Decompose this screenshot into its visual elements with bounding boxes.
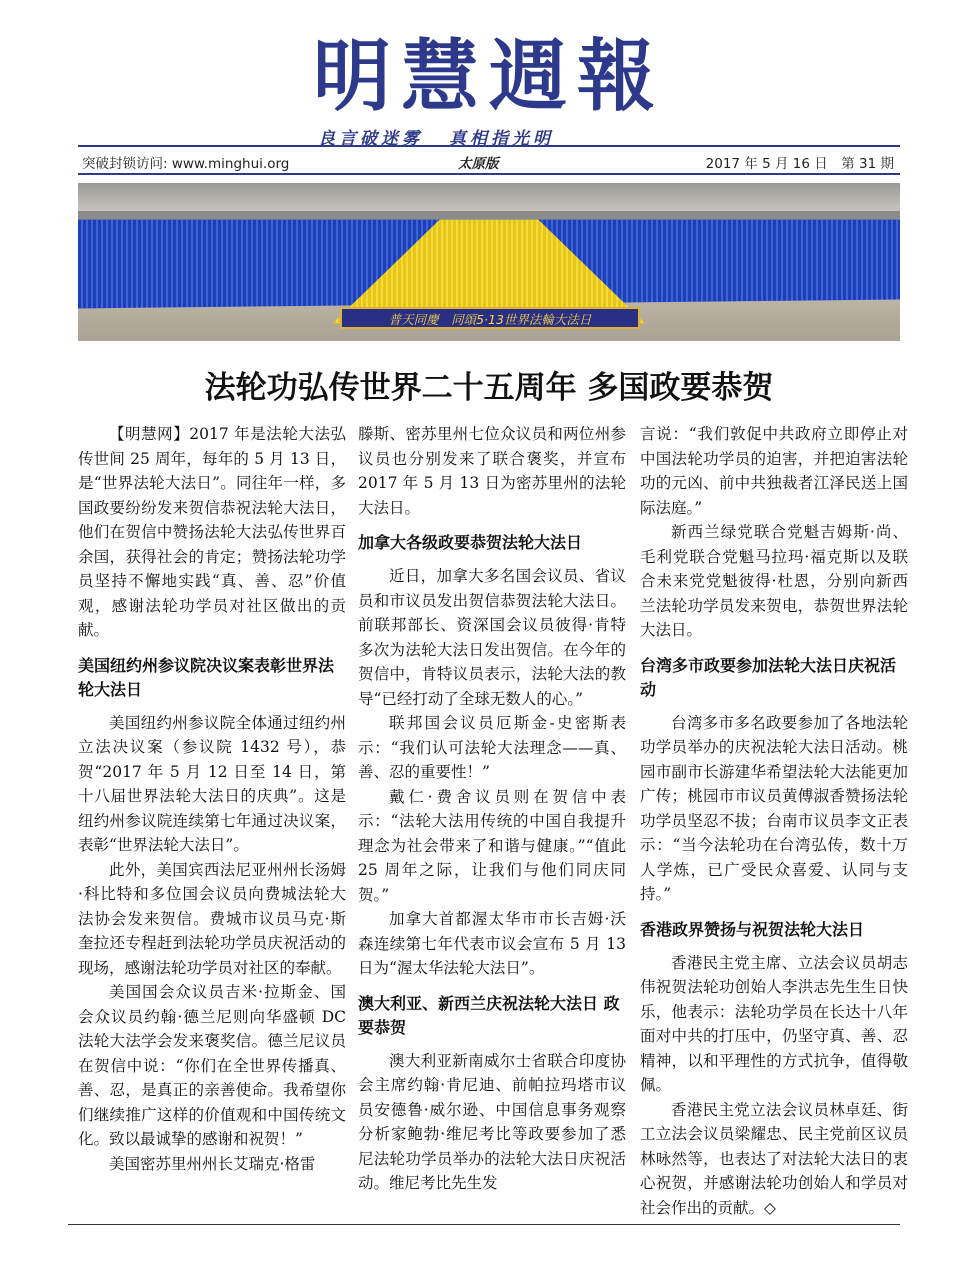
masthead-title: 明慧週報	[312, 32, 665, 122]
section-heading: 美国纽约州参议院决议案表彰世界法轮大法日	[78, 655, 335, 699]
paragraph: 戴仁·费舍议员则在贺信中表示：“法轮大法用传统的中国自我提升理念为社会带来了和谐与健康。”“值此 25 周年之际，让我们与他们同庆同贺。”	[358, 787, 626, 904]
issue-date: 2017 年 5 月 16 日 第 31 期	[705, 156, 894, 172]
paragraph: 近日，加拿大多名国会议员、省议员和市议员发出贺信恭贺法轮大法日。前联邦部长、资深国会议员彼得·肯特多次为法轮大法日发出贺信。在今年的贺信中，肯特议员表示，法轮大法的教导“已经打动了全球无数人的心。”	[358, 567, 626, 708]
section-heading: 香港政界赞扬与祝贺法轮大法日	[640, 919, 865, 939]
paragraph: 台湾多市多名政要参加了各地法轮功学员举办的庆祝法轮大法日活动。桃园市副市长游建华希望法轮大法能更加广传；桃园市市议员黄傅淑香赞扬法轮功学员坚忍不拔；台南市议员李文正表示：“当今法轮功在台湾弘传，数十万人学炼，已广受民众喜爱、认同与支持。”	[640, 713, 908, 903]
paragraph: 澳大利亚新南威尔士省联合印度协会主席约翰·肯尼迪、前帕拉玛塔市议员安德鲁·威尔逊、中国信息事务观察分析家鲍勃·维尼考比等政要参加了悉尼法轮功学员举办的法轮大法日庆祝活动。维尼考比先生发	[358, 1051, 626, 1192]
info-bar	[78, 145, 900, 175]
paragraph: 加拿大首都渥太华市市长吉姆·沃森连续第七年代表市议会宣布 5 月 13 日为“渥太华法轮大法日”。	[358, 910, 626, 977]
bottom-rule	[68, 1224, 900, 1225]
column-2	[358, 422, 626, 1196]
paragraph: 美国国会众议员吉米·拉斯金、国会众议员约翰·德兰尼则向华盛顿 DC 法轮大法学会发来褒奖信。德兰尼议员在贺信中说：“你们在全世界传播真、善、忍，是真正的亲善使命。我希望你们继续推广这样的价值观和中国传统文化。致以最诚挚的感谢和祝贺！”	[78, 983, 346, 1148]
access-url: 突破封锁访问: www.minghui.org	[82, 156, 290, 172]
photo-banner: 普天同慶 同頌5·13世界法輪大法日	[340, 307, 640, 329]
paragraph: 香港民主党立法会议员林卓廷、街工立法会议员梁耀忠、民主党前区议员林咏然等，也表达了对法轮大法日的衷心祝贺，并感谢法轮功创始人和学员对社会作出的贡献。◇	[640, 1100, 908, 1217]
section-heading: 加拿大各级政要恭贺法轮大法日	[358, 533, 583, 552]
slogan-right: 真相指光明	[449, 129, 554, 149]
paragraph: 此外，美国宾西法尼亚州州长汤姆·科比特和多位国会议员向费城法轮大法协会发来贺信。费城市议员马克·斯奎拉还专程赶到法轮功学员庆祝活动的现场，感谢法轮功学员对社区的奉献。	[78, 860, 346, 977]
photo-sky	[78, 183, 900, 211]
slogan-left: 良言破迷雾	[318, 129, 423, 149]
paragraph: 滕斯、密苏里州七位众议员和两位州参议员也分别发来了联合褒奖，并宣布 2017 年 5 月 13 日为密苏里州的法轮大法日。	[358, 425, 626, 517]
paragraph: 【明慧网】2017 年是法轮大法弘传世间 25 周年，每年的 5 月 13 日，是“世界法轮大法日”。同往年一样，多国政要纷纷发来贺信恭祝法轮大法日，他们在贺信中赞扬法轮大法弘传世界百余国，获得社会的肯定；赞扬法轮功学员坚持不懈地实践“真、善、忍”价值观，感谢法轮功学员对社区做出的贡献。	[78, 425, 346, 639]
column-3	[640, 422, 908, 1220]
section-heading: 澳大利亚、新西兰庆祝法轮大法日 政要恭贺	[358, 993, 620, 1037]
headline: 法轮功弘传世界二十五周年 多国政要恭贺	[204, 370, 774, 406]
column-1	[78, 422, 346, 1176]
paragraph: 新西兰绿党联合党魁吉姆斯·尚、毛利党联合党魁马拉玛·福克斯以及联合未来党党魁彼得·杜恩，分别向新西兰法轮功学员发来贺电，恭贺世界法轮大法日。	[640, 523, 908, 639]
paragraph: 联邦国会议员厄斯金-史密斯表示：“我们认可法轮大法理念——真、善、忍的重要性！”	[358, 714, 626, 781]
paragraph: 香港民主党主席、立法会议员胡志伟祝贺法轮功创始人李洪志先生生日快乐，他表示：法轮功学员在长达十八年面对中共的打压中，仍坚守真、善、忍精神，以和平理性的方式抗争，值得敬佩。	[640, 953, 908, 1094]
edition-label: 太原版	[458, 156, 499, 172]
section-heading: 台湾多市政要参加法轮大法日庆祝活动	[640, 655, 897, 699]
paragraph: 美国纽约州参议院全体通过纽约州立法决议案（参议院 1432 号），恭贺“2017 年 5 月 12 日至 14 日，第十八届世界法轮大法日的庆典”。这是纽约州参议院连续第七年通过决议案，表彰“世界法轮大法日”。	[78, 713, 346, 854]
paragraph: 言说：“我们敦促中共政府立即停止对中国法轮功学员的迫害，并把迫害法轮功的元凶、前中共独裁者江泽民送上国际法庭。”	[640, 425, 908, 517]
cover-photo	[78, 183, 900, 341]
paragraph: 美国密苏里州州长艾瑞克·格雷	[109, 1154, 316, 1173]
